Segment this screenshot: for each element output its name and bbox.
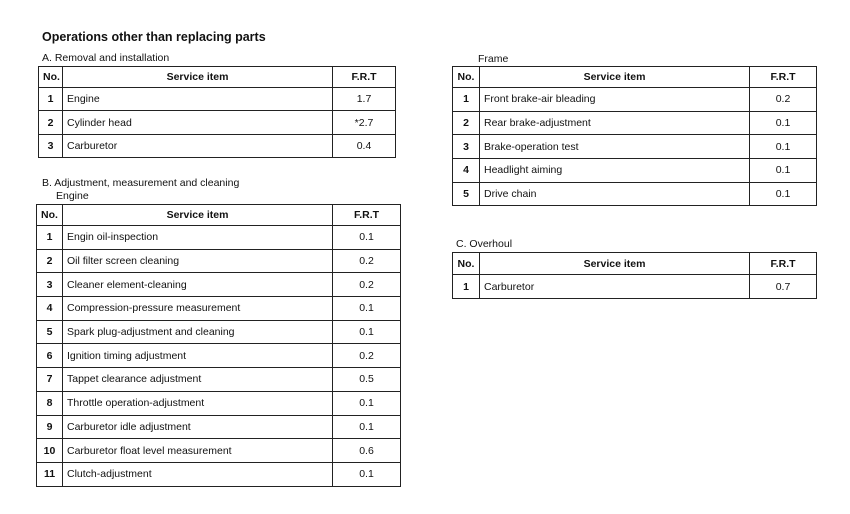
row-number: 8	[37, 391, 63, 415]
header-no: No.	[453, 67, 480, 88]
header-service-item: Service item	[480, 67, 750, 88]
table-row	[37, 368, 401, 392]
header-no: No.	[37, 205, 63, 226]
header-no: No.	[39, 67, 63, 88]
row-number: 3	[453, 135, 480, 159]
overhoul-caption: C. Overhoul	[456, 238, 513, 250]
header-no: No.	[453, 253, 480, 275]
table-row	[37, 439, 401, 463]
frt-value: 1.7	[333, 88, 396, 111]
frame-table	[452, 66, 817, 206]
row-number: 1	[453, 88, 480, 112]
table-row	[37, 344, 401, 368]
table-row	[37, 226, 401, 250]
header-frt: F.R.T	[333, 67, 396, 88]
adjustment-caption: B. Adjustment, measurement and cleaning	[42, 177, 240, 189]
row-number: 1	[453, 275, 480, 299]
frt-value: 0.1	[750, 111, 817, 135]
service-item: Carburetor	[63, 134, 333, 157]
service-item: Compression-pressure measurement	[63, 297, 333, 321]
table-row	[453, 88, 817, 112]
table-row	[39, 111, 396, 134]
table-row	[37, 249, 401, 273]
row-number: 5	[453, 182, 480, 206]
frt-value: 0.1	[333, 415, 401, 439]
frt-value: 0.2	[750, 88, 817, 112]
table-row	[453, 135, 817, 159]
service-item: Brake-operation test	[480, 135, 750, 159]
row-number: 3	[39, 134, 63, 157]
frt-value: 0.1	[750, 182, 817, 206]
row-number: 3	[37, 273, 63, 297]
header-frt: F.R.T	[333, 205, 401, 226]
header-service-item: Service item	[480, 253, 750, 275]
service-item: Oil filter screen cleaning	[63, 249, 333, 273]
frt-value: 0.1	[333, 391, 401, 415]
removal-table	[38, 66, 396, 158]
table-row	[37, 273, 401, 297]
service-item: Headlight aiming	[480, 159, 750, 183]
frt-value: 0.6	[333, 439, 401, 463]
row-number: 9	[37, 415, 63, 439]
frame-caption: Frame	[478, 53, 509, 65]
row-number: 6	[37, 344, 63, 368]
engine-subcaption: Engine	[56, 190, 89, 202]
service-item: Throttle operation-adjustment	[63, 391, 333, 415]
service-item: Cylinder head	[63, 111, 333, 134]
frt-value: 0.4	[333, 134, 396, 157]
service-item: Spark plug-adjustment and cleaning	[63, 320, 333, 344]
service-item: Cleaner element-cleaning	[63, 273, 333, 297]
table-row	[37, 320, 401, 344]
frame-body	[453, 67, 817, 206]
removal-body	[39, 67, 396, 158]
table-row	[37, 462, 401, 486]
table-row	[453, 275, 817, 299]
frt-value: 0.1	[750, 135, 817, 159]
frt-value: 0.5	[333, 368, 401, 392]
frt-value: 0.1	[333, 226, 401, 250]
header-service-item: Service item	[63, 205, 333, 226]
service-item: Clutch-adjustment	[63, 462, 333, 486]
service-item: Rear brake-adjustment	[480, 111, 750, 135]
frt-value: 0.1	[333, 462, 401, 486]
adjustment-body	[37, 205, 401, 487]
service-item: Front brake-air bleading	[480, 88, 750, 112]
service-item: Tappet clearance adjustment	[63, 368, 333, 392]
row-number: 4	[37, 297, 63, 321]
adjustment-table	[36, 204, 401, 487]
service-item: Ignition timing adjustment	[63, 344, 333, 368]
table-row	[37, 391, 401, 415]
frt-value: 0.7	[750, 275, 817, 299]
row-number: 4	[453, 159, 480, 183]
table-row	[39, 88, 396, 111]
service-item: Carburetor float level measurement	[63, 439, 333, 463]
frt-value: 0.1	[333, 320, 401, 344]
frt-value: 0.2	[333, 249, 401, 273]
frt-value: 0.2	[333, 344, 401, 368]
table-row	[37, 297, 401, 321]
frt-value: 0.1	[333, 297, 401, 321]
header-row	[37, 205, 401, 226]
table-row	[39, 134, 396, 157]
header-row	[453, 253, 817, 275]
frt-value: *2.7	[333, 111, 396, 134]
table-row	[453, 111, 817, 135]
row-number: 1	[37, 226, 63, 250]
frt-value: 0.2	[333, 273, 401, 297]
service-item: Carburetor	[480, 275, 750, 299]
removal-caption: A. Removal and installation	[42, 52, 170, 64]
row-number: 5	[37, 320, 63, 344]
table-row	[453, 159, 817, 183]
service-item: Drive chain	[480, 182, 750, 206]
service-item: Carburetor idle adjustment	[63, 415, 333, 439]
header-frt: F.R.T	[750, 253, 817, 275]
row-number: 1	[39, 88, 63, 111]
overhoul-table	[452, 252, 817, 299]
service-item: Engin oil-inspection	[63, 226, 333, 250]
row-number: 11	[37, 462, 63, 486]
header-row	[453, 67, 817, 88]
overhoul-body	[453, 253, 817, 299]
frt-value: 0.1	[750, 159, 817, 183]
header-row	[39, 67, 396, 88]
row-number: 2	[37, 249, 63, 273]
table-row	[37, 415, 401, 439]
row-number: 2	[453, 111, 480, 135]
header-service-item: Service item	[63, 67, 333, 88]
service-item: Engine	[63, 88, 333, 111]
table-row	[453, 182, 817, 206]
header-frt: F.R.T	[750, 67, 817, 88]
row-number: 10	[37, 439, 63, 463]
row-number: 2	[39, 111, 63, 134]
row-number: 7	[37, 368, 63, 392]
page-title: Operations other than replacing parts	[42, 30, 266, 44]
